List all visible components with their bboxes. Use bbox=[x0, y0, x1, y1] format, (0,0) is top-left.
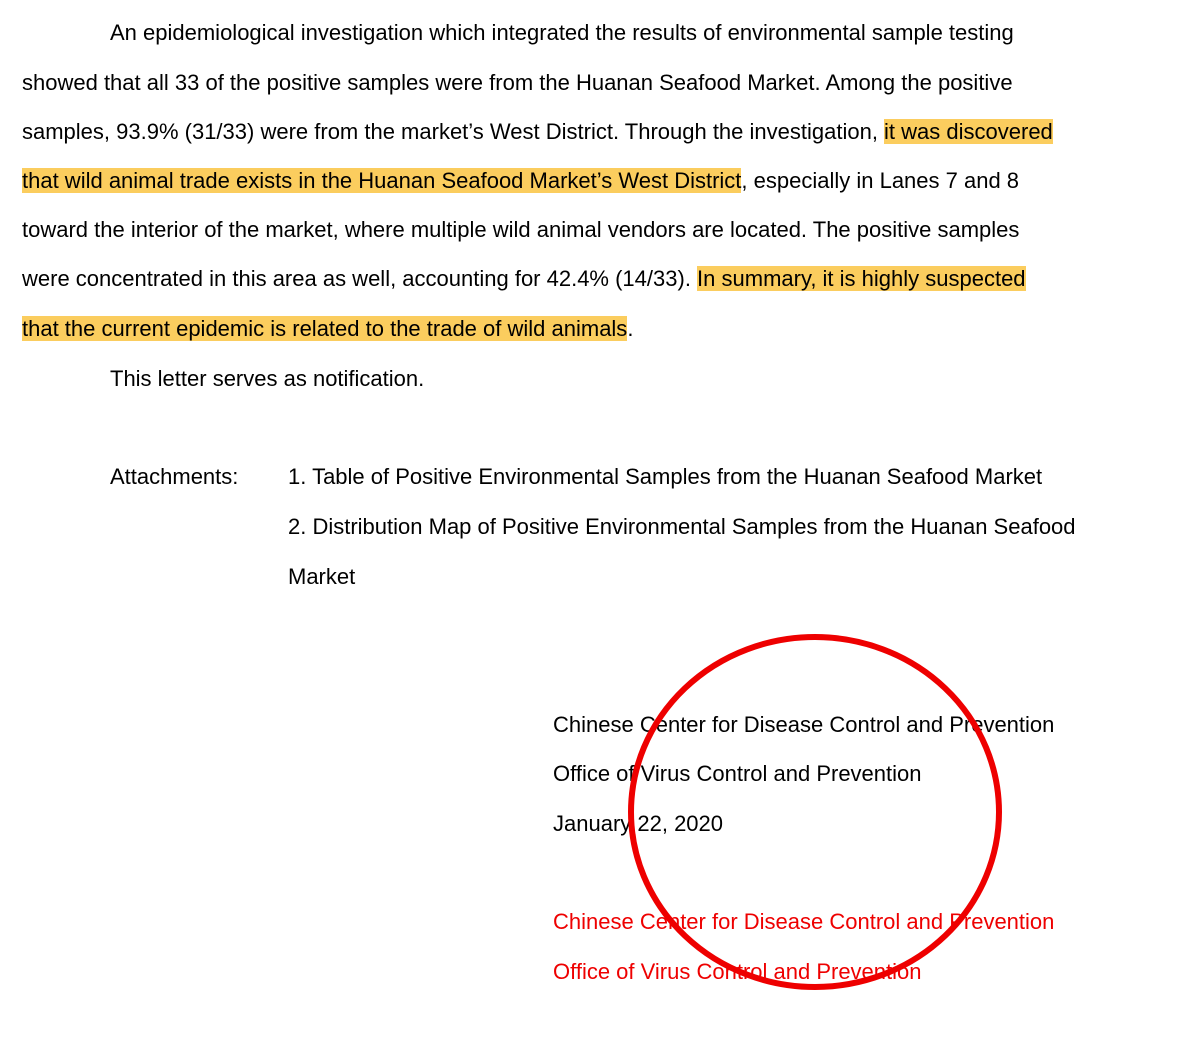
highlighted-text: that the current epidemic is related to the trade of wild animals bbox=[22, 316, 628, 341]
paragraph-line-3 bbox=[22, 117, 1053, 147]
paragraph-text: were concentrated in this area as well, accounting for 42.4% (14/33). bbox=[22, 266, 698, 291]
attachment-item-2-continued: Market bbox=[288, 564, 356, 589]
attachment-item-1: 1. Table of Positive Environmental Samples from the Huanan Seafood Market bbox=[288, 464, 1043, 489]
stamp-office: Office of Virus Control and Prevention bbox=[553, 959, 922, 984]
signature-organization: Chinese Center for Disease Control and Prevention bbox=[553, 712, 1055, 737]
paragraph-text: An epidemiological investigation which integrated the results of environmental sample testing bbox=[110, 20, 1014, 45]
highlighted-text: In summary, it is highly suspected bbox=[697, 266, 1026, 291]
paragraph-text: samples, 93.9% (31/33) were from the market’s West District. Through the investigation, bbox=[22, 119, 885, 144]
paragraph-line-7 bbox=[22, 314, 633, 344]
attachments-label: Attachments: bbox=[110, 464, 239, 489]
paragraph-text: , especially in Lanes 7 and 8 bbox=[741, 168, 1020, 193]
notification-line: This letter serves as notification. bbox=[110, 366, 425, 391]
paragraph-text: showed that all 33 of the positive samples were from the Huanan Seafood Market. Among the positive bbox=[22, 70, 1013, 95]
signature-office: Office of Virus Control and Prevention bbox=[553, 761, 922, 786]
attachment-item-2: 2. Distribution Map of Positive Environmental Samples from the Huanan Seafood bbox=[288, 514, 1076, 539]
paragraph-line-5 bbox=[22, 215, 1019, 245]
paragraph-line-2 bbox=[22, 68, 1013, 98]
signature-date: January 22, 2020 bbox=[553, 811, 724, 836]
paragraph-text: . bbox=[627, 316, 634, 341]
highlighted-text: it was discovered bbox=[884, 119, 1053, 144]
highlighted-text: that wild animal trade exists in the Huanan Seafood Market’s West District bbox=[22, 168, 742, 193]
paragraph-line-4 bbox=[22, 166, 1019, 196]
paragraph-line-1 bbox=[110, 18, 1014, 48]
paragraph-line-6 bbox=[22, 264, 1026, 294]
stamp-organization: Chinese Center for Disease Control and Prevention bbox=[553, 909, 1055, 934]
paragraph-text: toward the interior of the market, where multiple wild animal vendors are located. The positive samples bbox=[22, 217, 1020, 242]
